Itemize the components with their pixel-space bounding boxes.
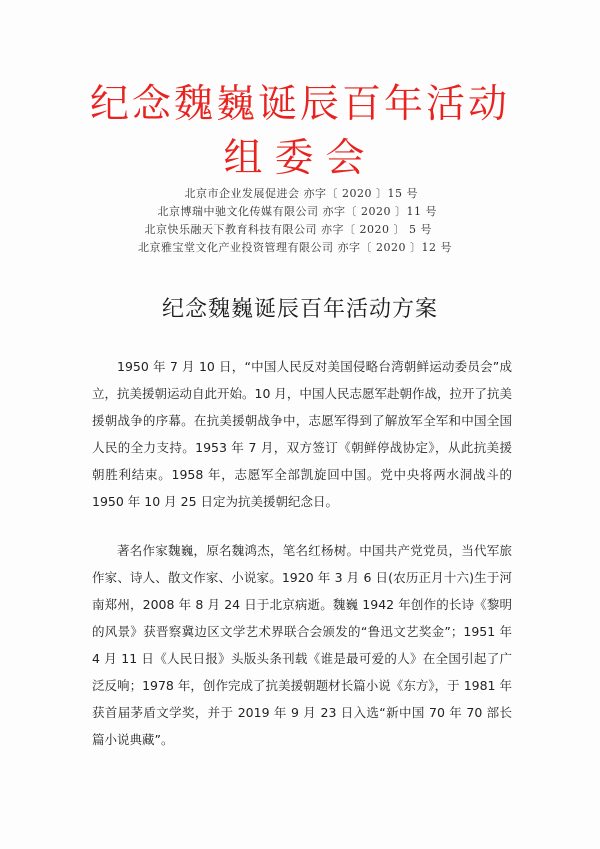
issuer-line: 北京博瑞中驰文化传媒有限公司 亦字〔 2020 〕11 号 bbox=[157, 205, 437, 218]
body-paragraph: 著名作家魏巍，原名魏鸿杰，笔名红杨树。中国共产党党员，当代军旅作家、诗人、散文作家、小说家。1920 年 3 月 6 日(农历正月十六)生于河南郑州，2008 年 8 月 24 日于北京病逝。魏巍 1942 年创作的长诗《黎明的风景》获晋察冀边区文学艺术界联合会颁发的“鲁迅文艺奖金”；1951 年 4 月 11 日《人民日报》头版头条刊载《谁是最可爱的人》在全国引起了广泛反响；1978 年，创作完成了抗美援朝题材长篇小说《东方》，于 1981 年获首届茅盾文学奖，并于 2019 年 9 月 23 日入选“新中国 70 年 70 部长篇小说典藏”。 bbox=[92, 543, 512, 747]
letterhead-title: 纪念魏巍诞辰百年活动 bbox=[89, 82, 510, 127]
issuer-line: 北京雅宝堂文化产业投资管理有限公司 亦字〔 2020 〕12 号 bbox=[138, 241, 452, 254]
letterhead-subtitle: 组委会 bbox=[223, 136, 377, 181]
body-paragraph: 1950 年 7 月 10 日，“中国人民反对美国侵略台湾朝鲜运动委员会”成立，抗美援朝运动自此开始。10 月，中国人民志愿军赴朝作战，拉开了抗美援朝战争的序幕。在抗美援朝战争中，志愿军得到了解放军全军和中国全国人民的全力支持。1953 年 7 月，双方签订《朝鲜停战协定》，从此抗美援朝胜利结束。1958 年，志愿军全部凯旋回中国。党中央将两水洞战斗的 1950 年 10 月 25 日定为抗美援朝纪念日。 bbox=[92, 359, 512, 509]
issuer-line: 北京市企业发展促进会 亦字〔 2020 〕15 号 bbox=[184, 187, 418, 200]
document-title: 纪念魏巍诞辰百年活动方案 bbox=[161, 297, 438, 322]
issuer-line: 北京快乐融天下教育科技有限公司 亦字〔 2020 〕 5 号 bbox=[144, 223, 432, 236]
